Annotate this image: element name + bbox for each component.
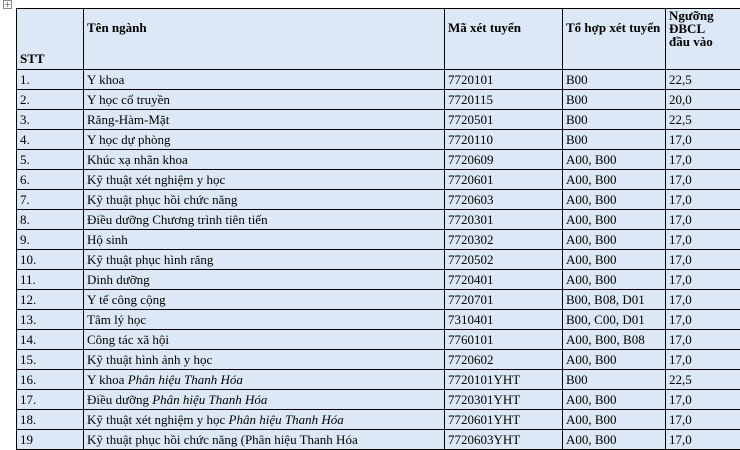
header-code: Mã xét tuyển xyxy=(445,9,563,70)
cell-code: 7720101YHT xyxy=(445,370,563,390)
cell-name xyxy=(84,410,445,430)
cell-name-text: Y khoa xyxy=(87,72,124,87)
table-row xyxy=(17,170,740,190)
cell-name xyxy=(84,390,445,410)
cell-name xyxy=(84,290,445,310)
cell-code: 7720502 xyxy=(445,250,563,270)
cell-name-text: Kỹ thuật phục hồi chức năng xyxy=(87,192,237,207)
table-row xyxy=(17,210,740,230)
cell-code: 7720110 xyxy=(445,130,563,150)
cell-name xyxy=(84,330,445,350)
cell-score: 17,0 xyxy=(666,150,740,170)
cell-name xyxy=(84,170,445,190)
cell-stt: 13. xyxy=(17,310,84,330)
header-score-line1: Ngưỡng xyxy=(669,9,739,22)
cell-stt: 9. xyxy=(17,230,84,250)
cell-name xyxy=(84,130,445,150)
cell-name-text: Kỹ thuật phục hồi chức năng (Phân hiệu Thanh Hóa xyxy=(87,432,358,447)
cell-code: 7720301YHT xyxy=(445,390,563,410)
cell-combo: B00 xyxy=(563,90,666,110)
cell-code: 7720609 xyxy=(445,150,563,170)
table-row xyxy=(17,270,740,290)
cell-code: 7720101 xyxy=(445,70,563,90)
table-row xyxy=(17,310,740,330)
cell-score: 17,0 xyxy=(666,330,740,350)
cell-code: 7720301 xyxy=(445,210,563,230)
cell-stt: 5. xyxy=(17,150,84,170)
cell-combo: A00, B00 xyxy=(563,250,666,270)
table-row xyxy=(17,110,740,130)
table-row xyxy=(17,90,740,110)
cell-name-text: Dinh dưỡng xyxy=(87,272,150,287)
header-stt: STT xyxy=(17,9,84,70)
cell-combo: A00, B00 xyxy=(563,230,666,250)
cell-stt: 11. xyxy=(17,270,84,290)
cell-score: 22,5 xyxy=(666,370,740,390)
cell-code: 7720603YHT xyxy=(445,430,563,450)
cell-stt: 12. xyxy=(17,290,84,310)
cell-score: 17,0 xyxy=(666,190,740,210)
cell-name xyxy=(84,370,445,390)
cell-combo: A00, B00, B08 xyxy=(563,330,666,350)
cell-name-text: Hộ sinh xyxy=(87,232,128,247)
cell-score: 22,5 xyxy=(666,70,740,90)
cell-combo: A00, B00 xyxy=(563,410,666,430)
cell-stt: 19 xyxy=(17,430,84,450)
cell-stt: 7. xyxy=(17,190,84,210)
cell-code: 7720115 xyxy=(445,90,563,110)
header-combo: Tổ hợp xét tuyển xyxy=(563,9,666,70)
table-row xyxy=(17,230,740,250)
cell-name-text: Kỹ thuật hình ảnh y học xyxy=(87,352,212,367)
cell-name xyxy=(84,70,445,90)
cell-name xyxy=(84,210,445,230)
cell-name xyxy=(84,90,445,110)
cell-score: 17,0 xyxy=(666,230,740,250)
cell-name xyxy=(84,250,445,270)
table-row xyxy=(17,330,740,350)
cell-stt: 4. xyxy=(17,130,84,150)
cell-combo: B00, C00, D01 xyxy=(563,310,666,330)
cell-name xyxy=(84,110,445,130)
cell-name-text: Y tế công cộng xyxy=(87,292,166,307)
cell-combo: A00, B00 xyxy=(563,430,666,450)
header-score-line2: ĐBCL xyxy=(669,22,739,35)
table-row xyxy=(17,150,740,170)
cell-combo: A00, B00 xyxy=(563,390,666,410)
cell-combo: B00 xyxy=(563,370,666,390)
cell-combo: A00, B00 xyxy=(563,350,666,370)
cell-code: 7720601 xyxy=(445,170,563,190)
cell-stt: 2. xyxy=(17,90,84,110)
cell-name xyxy=(84,190,445,210)
cell-name-text: Kỹ thuật xét nghiệm y học xyxy=(87,172,225,187)
cell-combo: B00 xyxy=(563,70,666,90)
table-row xyxy=(17,350,740,370)
cell-name-text: Kỹ thuật xét nghiệm y học xyxy=(87,412,229,427)
cell-stt: 17. xyxy=(17,390,84,410)
cell-score: 17,0 xyxy=(666,250,740,270)
cell-score: 17,0 xyxy=(666,430,740,450)
cell-name-text: Điều dưỡng xyxy=(87,392,152,407)
cell-score: 17,0 xyxy=(666,210,740,230)
cell-name-text: Y khoa xyxy=(87,372,128,387)
cell-code: 7760101 xyxy=(445,330,563,350)
cell-name-text: Điều dưỡng Chương trình tiên tiến xyxy=(87,212,268,227)
cell-name xyxy=(84,350,445,370)
cell-score: 22,5 xyxy=(666,110,740,130)
header-score xyxy=(666,9,740,70)
cell-name-text: Răng-Hàm-Mặt xyxy=(87,112,169,127)
cell-code: 7720602 xyxy=(445,350,563,370)
cell-combo: B00 xyxy=(563,130,666,150)
table-move-handle-icon[interactable]: + xyxy=(3,0,12,9)
cell-code: 7310401 xyxy=(445,310,563,330)
cell-score: 17,0 xyxy=(666,350,740,370)
table-row xyxy=(17,370,740,390)
table-header-row xyxy=(17,9,740,70)
cell-stt: 14. xyxy=(17,330,84,350)
cell-combo: B00, B08, D01 xyxy=(563,290,666,310)
cell-name-text: Công tác xã hội xyxy=(87,332,169,347)
cell-name xyxy=(84,230,445,250)
cell-combo: A00, B00 xyxy=(563,150,666,170)
cell-name xyxy=(84,310,445,330)
cell-stt: 3. xyxy=(17,110,84,130)
table-row xyxy=(17,290,740,310)
cell-stt: 18. xyxy=(17,410,84,430)
cell-name-text: Y học cổ truyền xyxy=(87,92,170,107)
cell-stt: 16. xyxy=(17,370,84,390)
header-score-line3: đầu vào xyxy=(669,35,739,48)
cell-combo: B00 xyxy=(563,110,666,130)
cell-name-campus: Phân hiệu Thanh Hóa xyxy=(152,392,267,407)
cell-score: 17,0 xyxy=(666,270,740,290)
cell-name xyxy=(84,270,445,290)
cell-code: 7720601YHT xyxy=(445,410,563,430)
table-row xyxy=(17,250,740,270)
cell-score: 17,0 xyxy=(666,170,740,190)
cell-name-text: Y học dự phòng xyxy=(87,132,170,147)
header-name: Tên ngành xyxy=(84,9,445,70)
cell-name-campus: Phân hiệu Thanh Hóa xyxy=(229,412,344,427)
cell-name-text: Khúc xạ nhãn khoa xyxy=(87,152,188,167)
cell-combo: A00, B00 xyxy=(563,210,666,230)
cell-code: 7720603 xyxy=(445,190,563,210)
table-row xyxy=(17,410,740,430)
table-row xyxy=(17,70,740,90)
cell-code: 7720302 xyxy=(445,230,563,250)
cell-code: 7720501 xyxy=(445,110,563,130)
cell-combo: A00, B00 xyxy=(563,190,666,210)
cell-name-campus: Phân hiệu Thanh Hóa xyxy=(128,372,243,387)
admission-table xyxy=(16,8,740,450)
table-row xyxy=(17,190,740,210)
cell-code: 7720701 xyxy=(445,290,563,310)
cell-code: 7720401 xyxy=(445,270,563,290)
cell-name xyxy=(84,150,445,170)
cell-score: 17,0 xyxy=(666,410,740,430)
cell-combo: A00, B00 xyxy=(563,170,666,190)
cell-stt: 15. xyxy=(17,350,84,370)
cell-score: 17,0 xyxy=(666,310,740,330)
table-row xyxy=(17,390,740,410)
cell-name-text: Kỹ thuật phục hình răng xyxy=(87,252,213,267)
cell-stt: 8. xyxy=(17,210,84,230)
cell-stt: 10. xyxy=(17,250,84,270)
cell-score: 20,0 xyxy=(666,90,740,110)
cell-combo: A00, B00 xyxy=(563,270,666,290)
cell-name-text: Tâm lý học xyxy=(87,312,146,327)
cell-stt: 6. xyxy=(17,170,84,190)
cell-score: 17,0 xyxy=(666,290,740,310)
cell-score: 17,0 xyxy=(666,390,740,410)
table-row xyxy=(17,130,740,150)
cell-stt: 1. xyxy=(17,70,84,90)
cell-score: 17,0 xyxy=(666,130,740,150)
